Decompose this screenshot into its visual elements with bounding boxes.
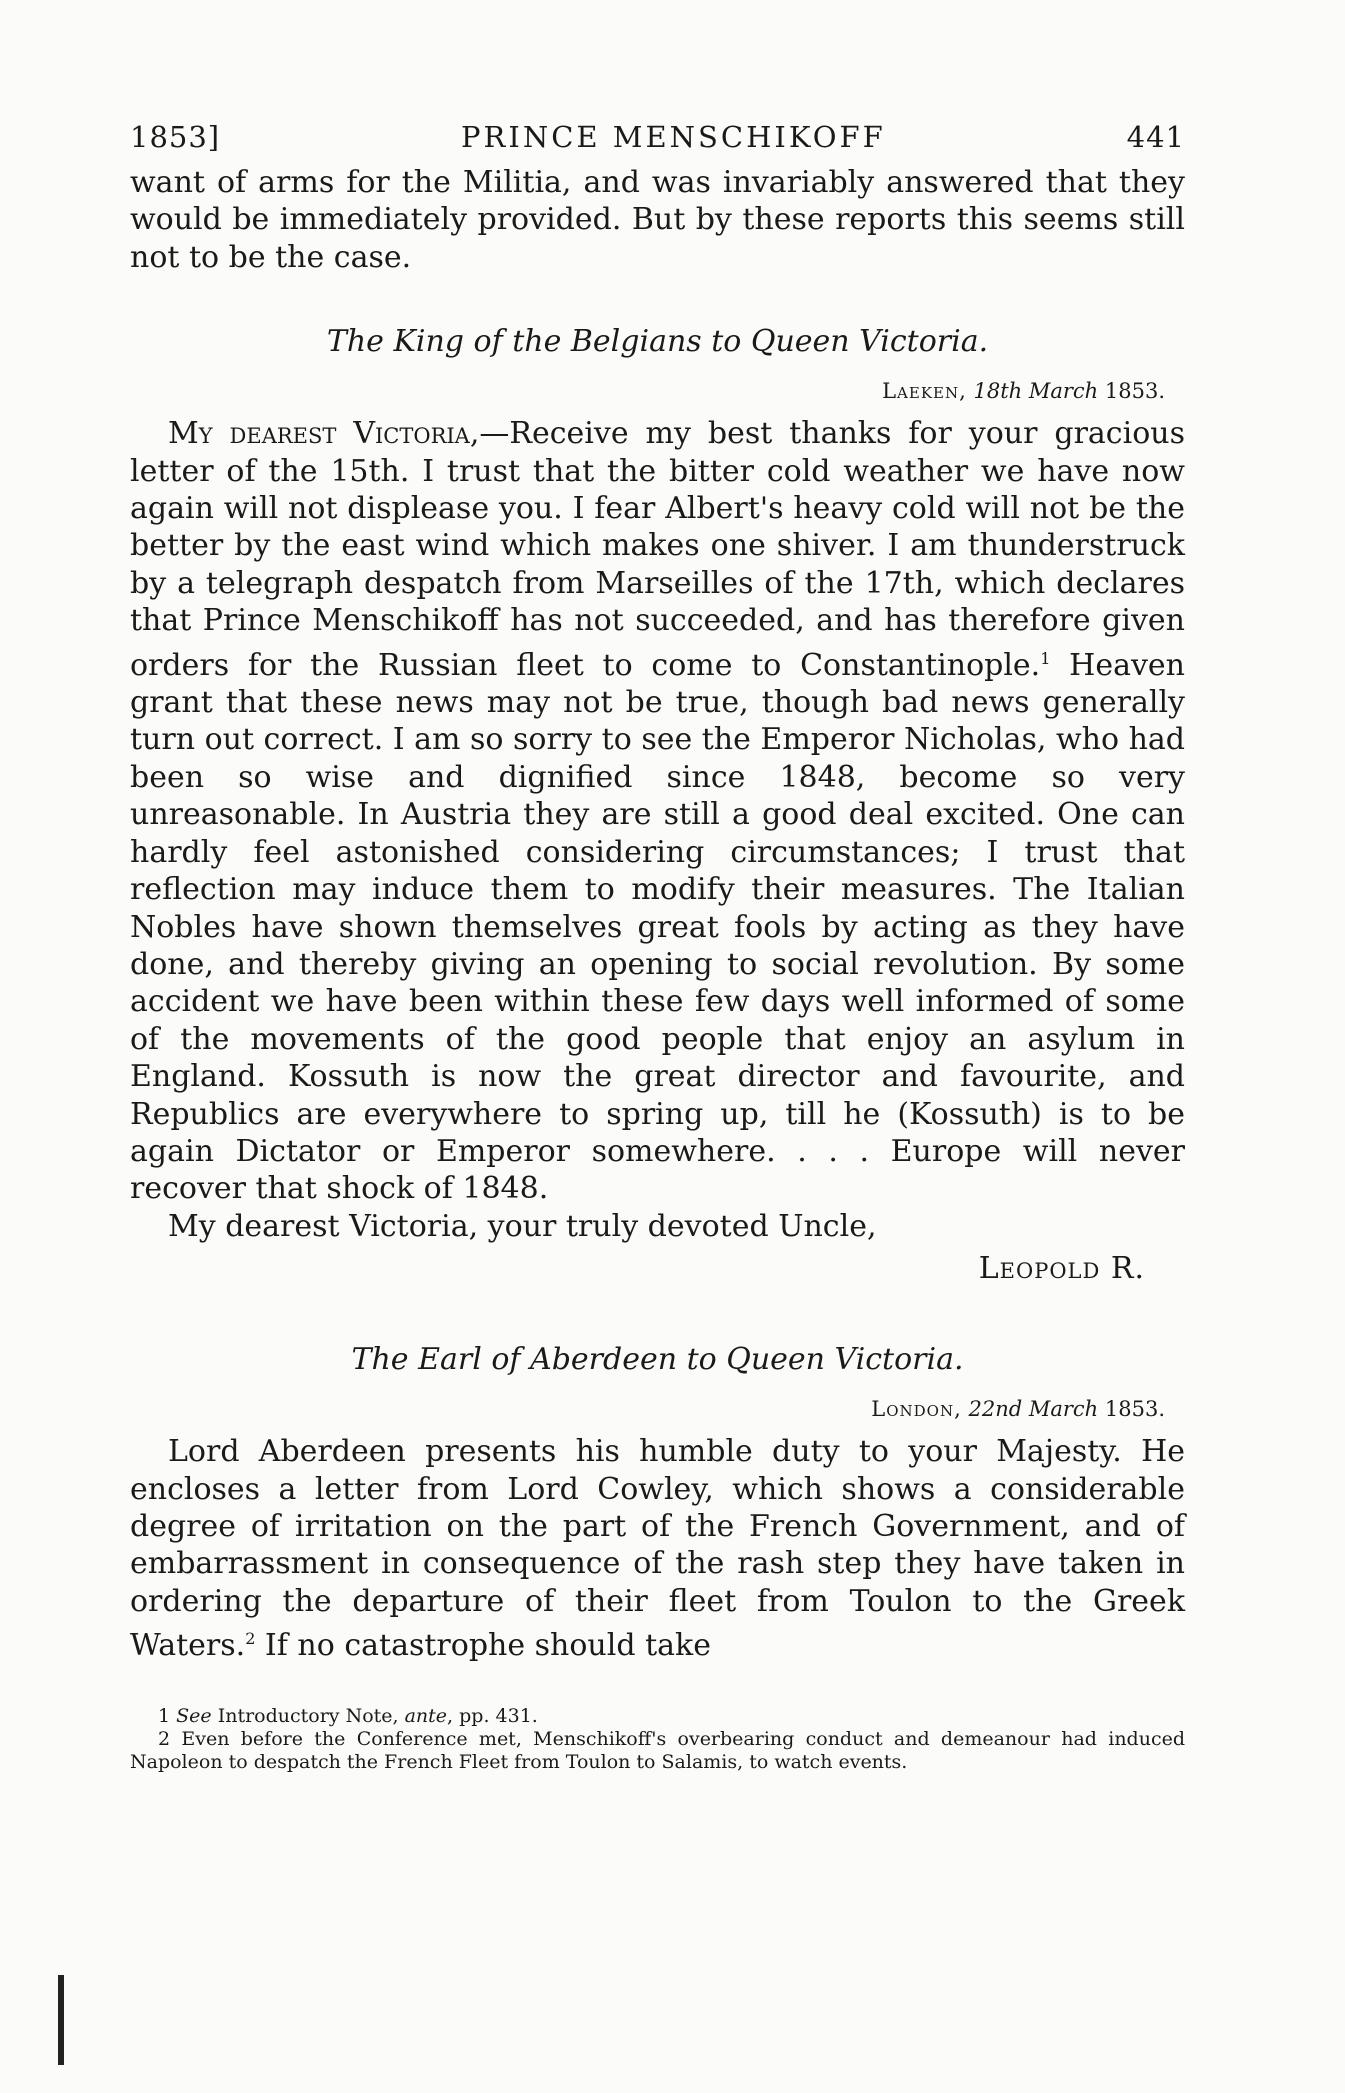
letter2-heading: The Earl of Aberdeen to Queen Victoria. bbox=[351, 1342, 964, 1378]
footnotes bbox=[130, 1705, 1185, 1774]
page bbox=[130, 120, 1185, 1774]
footnote-1-number: 1 bbox=[158, 1704, 171, 1727]
footnote-ref-2: 2 bbox=[245, 1629, 256, 1649]
running-head bbox=[130, 120, 1185, 164]
letter2-body-b: If no catastrophe should take bbox=[255, 1628, 711, 1664]
letter2-body bbox=[130, 1433, 1185, 1664]
page-number: 441 bbox=[1126, 120, 1185, 154]
footnote-1 bbox=[130, 1705, 1185, 1728]
letter1-salutation: My dearest Victoria, bbox=[168, 416, 480, 452]
footnote-1-text: Introductory Note, bbox=[211, 1704, 405, 1727]
footnote-ref-1: 1 bbox=[1040, 648, 1051, 668]
letter1-date-day: 18th March bbox=[973, 379, 1099, 404]
footnote-1-see: See bbox=[176, 1704, 212, 1727]
opening-paragraph: want of arms for the Militia, and was invariably answered that they would be immediately provided. But by these reports this seems still not to be the case. bbox=[130, 165, 1185, 275]
letter1-signature: Leopold R. bbox=[978, 1251, 1145, 1287]
footnote-2-text: Even before the Conference met, Menschikoff's overbearing conduct and demeanour had induced Napoleon to despatch the French Fleet from Toulon to Salamis, to watch events. bbox=[130, 1727, 1185, 1773]
footnote-2 bbox=[130, 1728, 1185, 1774]
letter1-closing: My dearest Victoria, your truly devoted Uncle, bbox=[168, 1208, 877, 1244]
letter2-date-year: 1853. bbox=[1104, 1397, 1165, 1422]
letter1-dateline bbox=[130, 379, 1165, 403]
letter1-date-year: 1853. bbox=[1104, 379, 1165, 404]
footnote-1-pages: , pp. 431. bbox=[447, 1704, 538, 1727]
footnote-2-number: 2 bbox=[158, 1727, 171, 1750]
header-title: PRINCE MENSCHIKOFF bbox=[461, 120, 886, 154]
header-year: 1853] bbox=[130, 120, 221, 154]
letter1-body bbox=[130, 415, 1185, 1208]
letter1-body-a: —Receive my best thanks for your gracious letter of the 15th. I trust that the bitter cold weather we have now again will not displease you. I fear Albert's heavy cold will not be the better by the east wind which makes one shiver. I am thunderstruck by a telegraph despatch from Marseilles of the 17th, which declares that Prince Menschikoff has not succeeded, and has therefore given orders for the Russian fleet to come to Constantinople. bbox=[130, 416, 1185, 683]
scan-edge-mark bbox=[58, 1975, 64, 2065]
footnote-1-ante: ante bbox=[404, 1704, 448, 1727]
letter1-heading: The King of the Belgians to Queen Victoria. bbox=[326, 324, 989, 360]
letter1-place: Laeken, bbox=[882, 379, 967, 404]
letter2-date-day: 22nd March bbox=[968, 1397, 1099, 1422]
letter2-body-a: Lord Aberdeen presents his humble duty to your Majesty. He encloses a letter from Lord Cowley, which shows a considerable degree of irritation on the part of the French Government, and of embarrassment in consequence of the rash step they have taken in ordering the departure of their fleet from Toulon to the Greek Waters. bbox=[130, 1434, 1185, 1664]
letter2-place: London, bbox=[871, 1397, 962, 1422]
letter2-dateline bbox=[130, 1397, 1165, 1421]
letter1-body-b: Heaven grant that these news may not be true, though bad news generally turn out correct. I am so sorry to see the Emperor Nicholas, who had been so wise and dignified since 1848, become so very unreasonable. In Austria they are still a good deal excited. One can hardly feel astonished considering circumstances; I trust that reflection may induce them to modify their measures. The Italian Nobles have shown themselves great fools by acting as they have done, and thereby giving an opening to social revolution. By some accident we have been within these few days well informed of some of the movements of the good people that enjoy an asylum in England. Kossuth is now the great director and favourite, and Republics are everywhere to spring up, till he (Kossuth) is to be again Dictator or Emperor somewhere. . . . Europe will never recover that shock of 1848. bbox=[130, 647, 1185, 1207]
